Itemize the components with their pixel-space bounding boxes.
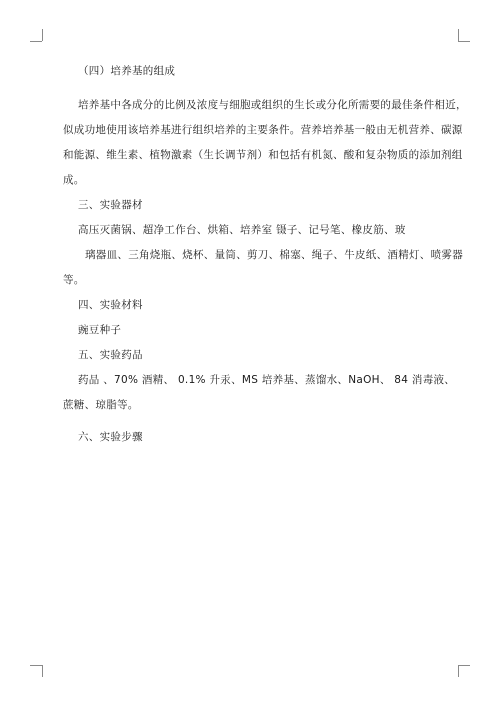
section-heading-materials: 四、实验材料 [78,299,143,311]
crop-mark-bottom-left-h [30,665,42,666]
crop-mark-top-left-v [42,29,43,41]
section-heading-equipment: 三、实验器材 [78,199,143,211]
paragraph-line: 药品 、70% 酒精、 0.1% 升汞、MS 培养基、蒸馏水、NaOH、 84 消毒液、 [78,374,456,386]
crop-mark-bottom-right-v [458,665,459,677]
crop-mark-top-right-v [458,29,459,41]
paragraph-line: 璃器皿、三角烧瓶、烧杯、量筒、剪刀、棉塞、绳子、牛皮纸、酒精灯、喷雾器 [85,249,463,261]
crop-mark-top-left-h [30,41,42,42]
paragraph-line: 成。 [63,174,85,186]
crop-mark-bottom-left-v [42,665,43,677]
section-heading-medium-composition: （四）培养基的组成 [78,65,176,77]
paragraph-line: 高压灭菌锅、超净工作台、烘箱、培养室 镊子、记号笔、橡皮筋、玻 [78,224,406,236]
paragraph-line: 似成功地使用该培养基进行组织培养的主要条件。营养培养基一般由无机营养、碳源 [63,124,463,136]
crop-mark-top-right-h [458,41,470,42]
section-heading-reagents: 五、实验药品 [78,349,143,361]
paragraph-line: 豌豆种子 [78,324,122,336]
crop-mark-bottom-right-h [458,665,470,666]
paragraph-line: 培养基中各成分的比例及浓度与细胞或组织的生长或分化所需要的最佳条件相近， [78,99,467,111]
paragraph-line: 蔗糖、琼脂等。 [63,399,139,411]
paragraph-line: 和能源、维生素、植物激素（生长调节剂）和包括有机氮、酸和复杂物质的添加剂组 [63,149,463,161]
paragraph-line: 等。 [63,274,85,286]
section-heading-procedure: 六、实验步骤 [78,431,143,443]
